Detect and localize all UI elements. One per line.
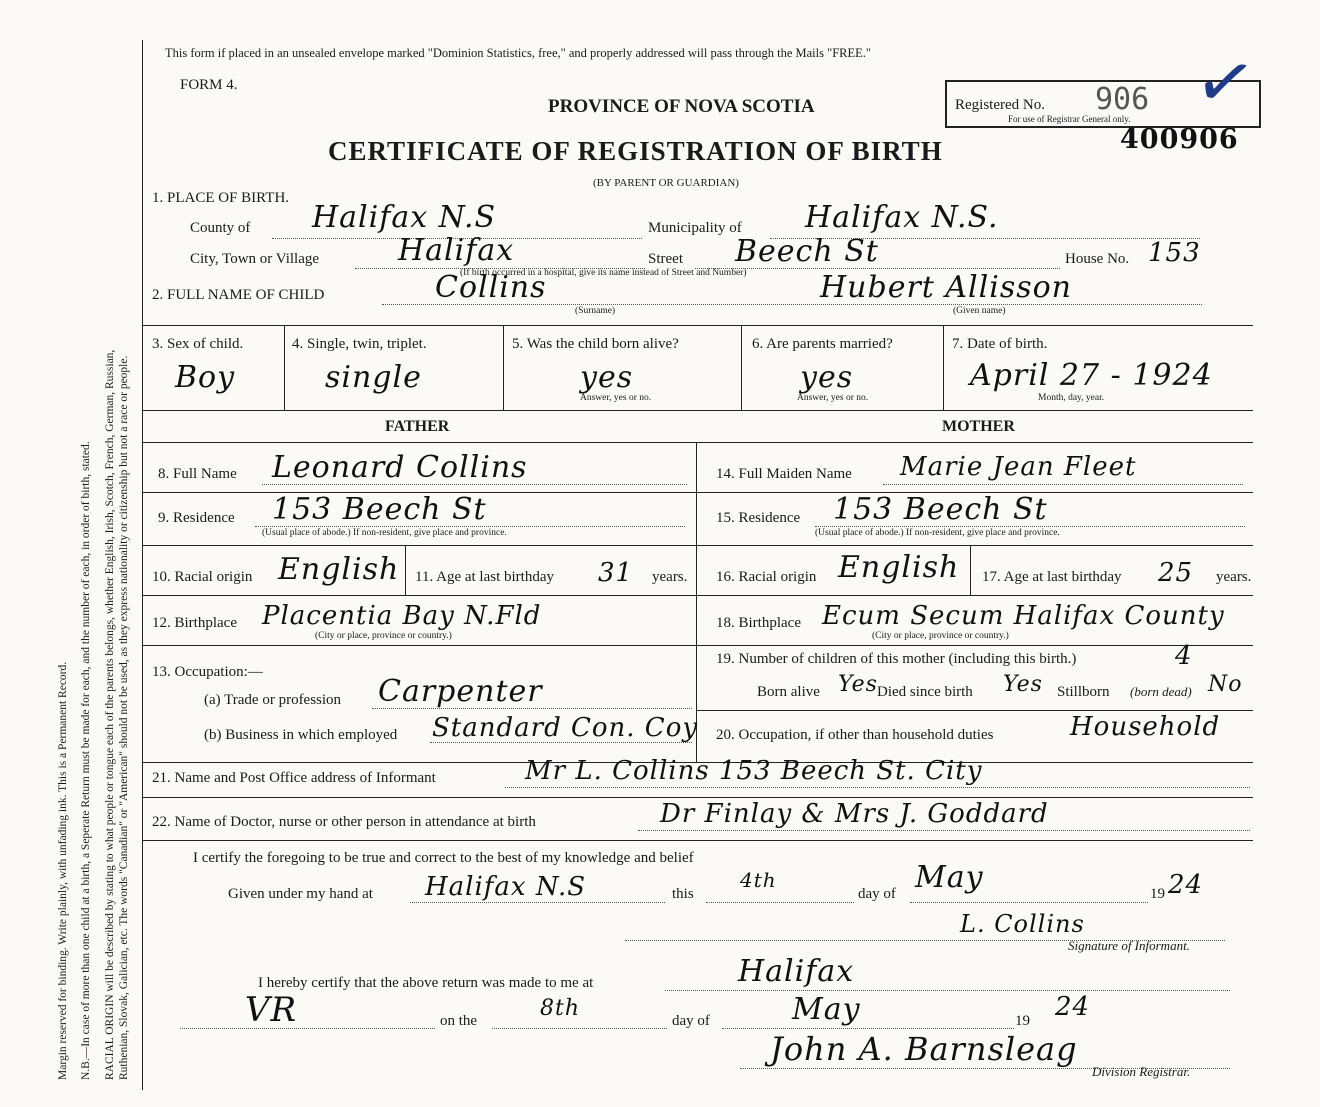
father-age-label: 11. Age at last birthday <box>415 569 554 585</box>
father-age-divider <box>405 545 406 595</box>
margin-note-4: Ruthenian, Slovak, Galician, etc. The words "Canadian" or "American" should not be used, as they express nationality or citizenship but not a race or people. <box>118 355 130 1080</box>
this-label: this <box>672 886 694 902</box>
doctor-label: 22. Name of Doctor, nurse or other person in attendance at birth <box>152 814 536 830</box>
registrar-year-prefix: 19 <box>1015 1013 1030 1029</box>
col-divider-3 <box>741 325 742 410</box>
registered-label: Registered No. <box>955 97 1045 113</box>
married-label: 6. Are parents married? <box>752 336 893 352</box>
married-caption: Answer, yes or no. <box>797 393 869 403</box>
father-trade-label: (a) Trade or profession <box>204 692 342 708</box>
father-residence-label: 9. Residence <box>158 510 235 526</box>
check-mark-icon: ✓ <box>1188 38 1262 128</box>
born-alive-count-label: Born alive <box>757 684 820 700</box>
married-value: yes <box>800 360 854 395</box>
registrar-day-of-label: day of <box>672 1013 710 1029</box>
died-since-birth-label: Died since birth <box>877 684 973 700</box>
hospital-note: (If birth occurred in a hospital, give its name instead of Street and Number) <box>460 268 747 278</box>
mother-occupation-value: Household <box>1070 712 1221 742</box>
mother-residence-label: 15. Residence <box>716 510 801 526</box>
stillborn-value: No <box>1208 672 1243 697</box>
certify-statement: I certify the foregoing to be true and correct to the best of my knowledge and belief <box>193 850 694 866</box>
doctor-line <box>638 830 1250 831</box>
city-value: Halifax <box>398 233 515 268</box>
margin-note-2: N.B.—In case of more than one child at a birth, a Seperate Return must be made for each, and the number of each, in order of birth, stated. <box>80 441 92 1080</box>
father-birthplace-label: 12. Birthplace <box>152 615 237 631</box>
mother-racial-label: 16. Racial origin <box>716 569 817 585</box>
father-racial-label: 10. Racial origin <box>152 569 253 585</box>
mother-birthplace-caption: (City or place, province or country.) <box>872 631 1009 641</box>
given-month-line <box>910 902 1148 903</box>
informant-line <box>505 787 1250 788</box>
rule-m2 <box>696 545 1253 546</box>
municipality-label: Municipality of <box>648 220 742 236</box>
mail-notice: This form if placed in an unsealed envelope marked "Dominion Statistics, free," and properly addressed will pass through the Mails "FREE." <box>165 46 872 60</box>
mother-age-divider <box>970 545 971 595</box>
mother-name-label: 14. Full Maiden Name <box>716 466 852 482</box>
mother-children-value: 4 <box>1175 641 1193 671</box>
registrar-year-value: 24 <box>1055 992 1091 1022</box>
dob-value: April 27 - 1924 <box>970 358 1213 393</box>
given-year-prefix: 19 <box>1150 886 1165 902</box>
rule-m3 <box>696 595 1253 596</box>
child-given-value: Hubert Allisson <box>820 270 1072 305</box>
rule-m5 <box>696 710 1253 711</box>
mother-birthplace-value: Ecum Secum Halifax County <box>822 601 1225 631</box>
given-day-of-label: day of <box>858 886 896 902</box>
father-business-label: (b) Business in which employed <box>204 727 398 743</box>
stillborn-label: Stillborn <box>1057 684 1110 700</box>
rule-bottom-row3 <box>143 410 1253 411</box>
province-heading: PROVINCE OF NOVA SCOTIA <box>548 96 815 117</box>
single-value: single <box>325 360 422 395</box>
given-place-line <box>410 902 665 903</box>
col-divider-4 <box>943 325 944 410</box>
father-residence-value: 153 Beech St <box>272 492 487 527</box>
registrar-month-value: May <box>792 992 861 1027</box>
father-business-value: Standard Con. Coy <box>432 713 699 743</box>
mother-occupation-label: 20. Occupation, if other than household duties <box>716 727 994 743</box>
registrar-statement: I hereby certify that the above return was made to me at <box>258 975 594 991</box>
county-value: Halifax N.S <box>312 200 497 235</box>
registrar-signature-caption: Division Registrar. <box>1092 1064 1191 1079</box>
father-occupation-label: 13. Occupation:— <box>152 664 263 680</box>
given-place-value: Halifax N.S <box>425 872 587 902</box>
mother-age-label: 17. Age at last birthday <box>982 569 1122 585</box>
margin-note-1: Margin reserved for binding. Write plainly, with unfading ink. This is a Permanent Record. <box>57 661 69 1080</box>
given-caption: (Given name) <box>953 306 1006 316</box>
registrar-signature: John A. Barnsleag <box>770 1030 1078 1068</box>
col-divider-1 <box>284 325 285 410</box>
county-label: County of <box>190 220 251 236</box>
certificate-title: CERTIFICATE OF REGISTRATION OF BIRTH <box>328 136 943 166</box>
registry-number: 400906 <box>1120 124 1239 155</box>
child-name-label: 2. FULL NAME OF CHILD <box>152 287 325 303</box>
sex-value: Boy <box>175 360 236 395</box>
father-business-line <box>430 742 692 743</box>
city-label: City, Town or Village <box>190 251 320 267</box>
mother-residence-value: 153 Beech St <box>833 492 1048 527</box>
certificate-subtitle: (BY PARENT OR GUARDIAN) <box>593 177 739 189</box>
stillborn-note: (born dead) <box>1130 684 1192 699</box>
rule-f4 <box>143 645 696 646</box>
mother-birthplace-label: 18. Birthplace <box>716 615 801 631</box>
informant-signature: L. Collins <box>960 910 1085 938</box>
rule-parents-top <box>143 442 1253 443</box>
born-alive-count-value: Yes <box>838 672 878 697</box>
municipality-value: Halifax N.S. <box>805 200 999 235</box>
informant-label: 21. Name and Post Office address of Informant <box>152 770 436 786</box>
registrar-initials-line <box>180 1028 435 1029</box>
father-name-label: 8. Full Name <box>158 466 237 482</box>
dob-label: 7. Date of birth. <box>952 336 1048 352</box>
given-month-value: May <box>915 860 984 895</box>
margin-note-3: RACIAL ORIGIN will be described by stating to what people or tongue each of the parents belongs, whether English, Irish, Scotch, French, German, Russian, <box>104 349 116 1080</box>
registrar-day-value: 8th <box>540 996 581 1021</box>
father-years-label: years. <box>652 569 688 585</box>
father-age-value: 31 <box>598 558 634 588</box>
mother-racial-value: English <box>838 550 960 585</box>
given-under-label: Given under my hand at <box>228 886 373 902</box>
rule-f2 <box>143 545 696 546</box>
rule-f3 <box>143 595 696 596</box>
child-surname-value: Collins <box>435 270 547 305</box>
mother-residence-line <box>815 526 1245 527</box>
mother-age-value: 25 <box>1158 558 1194 588</box>
father-birthplace-caption: (City or place, province or country.) <box>315 631 452 641</box>
father-trade-value: Carpenter <box>378 674 543 709</box>
registrar-note: For use of Registrar General only. <box>1008 114 1131 124</box>
registrar-month-line <box>722 1028 1014 1029</box>
father-birthplace-value: Placentia Bay N.Fld <box>262 601 542 631</box>
informant-value: Mr L. Collins 153 Beech St. City <box>525 756 983 786</box>
registrar-on-the-label: on the <box>440 1013 478 1029</box>
given-day-value: 4th <box>740 868 777 892</box>
sex-label: 3. Sex of child. <box>152 336 244 352</box>
mother-years-label: years. <box>1216 569 1252 585</box>
given-year-value: 24 <box>1168 870 1204 900</box>
mother-name-line <box>883 484 1243 485</box>
single-label: 4. Single, twin, triplet. <box>292 336 427 352</box>
mother-name-value: Marie Jean Fleet <box>900 452 1137 482</box>
mother-children-label: 19. Number of children of this mother (including this birth.) <box>716 651 1077 667</box>
father-name-value: Leonard Collins <box>272 450 528 485</box>
born-alive-label: 5. Was the child born alive? <box>512 336 679 352</box>
rule-doctor-bottom <box>143 840 1253 841</box>
col-divider-2 <box>503 325 504 410</box>
dob-caption: Month, day, year. <box>1038 393 1105 403</box>
mother-residence-note: (Usual place of abode.) If non-resident, give place and province. <box>815 528 1060 538</box>
place-of-birth-label: 1. PLACE OF BIRTH. <box>152 190 290 206</box>
father-heading: FATHER <box>385 418 450 435</box>
registered-value: 906 <box>1095 82 1150 117</box>
rule-m4 <box>696 645 1253 646</box>
registrar-initials: VR <box>245 990 298 1030</box>
registrar-place-line <box>665 990 1230 991</box>
registrar-day-line <box>492 1028 667 1029</box>
doctor-value: Dr Finlay & Mrs J. Goddard <box>660 799 1049 829</box>
given-day-line <box>706 902 854 903</box>
street-value: Beech St <box>735 234 879 269</box>
mother-heading: MOTHER <box>942 418 1015 435</box>
died-since-birth-value: Yes <box>1003 672 1043 697</box>
surname-caption: (Surname) <box>575 306 616 316</box>
father-racial-value: English <box>278 552 400 587</box>
born-alive-caption: Answer, yes or no. <box>580 393 652 403</box>
street-label: Street <box>648 251 683 267</box>
form-number: FORM 4. <box>180 77 238 93</box>
house-value: 153 <box>1148 238 1201 268</box>
father-residence-note: (Usual place of abode.) If non-resident, give place and province. <box>262 528 507 538</box>
house-label: House No. <box>1065 251 1130 267</box>
registrar-place-value: Halifax <box>738 954 855 989</box>
informant-signature-caption: Signature of Informant. <box>1068 938 1190 953</box>
rule-informant-bottom <box>143 797 1253 798</box>
frame-left <box>142 40 143 1090</box>
born-alive-value: yes <box>580 360 634 395</box>
father-trade-line <box>372 708 692 709</box>
rule-top-row3 <box>143 325 1253 326</box>
